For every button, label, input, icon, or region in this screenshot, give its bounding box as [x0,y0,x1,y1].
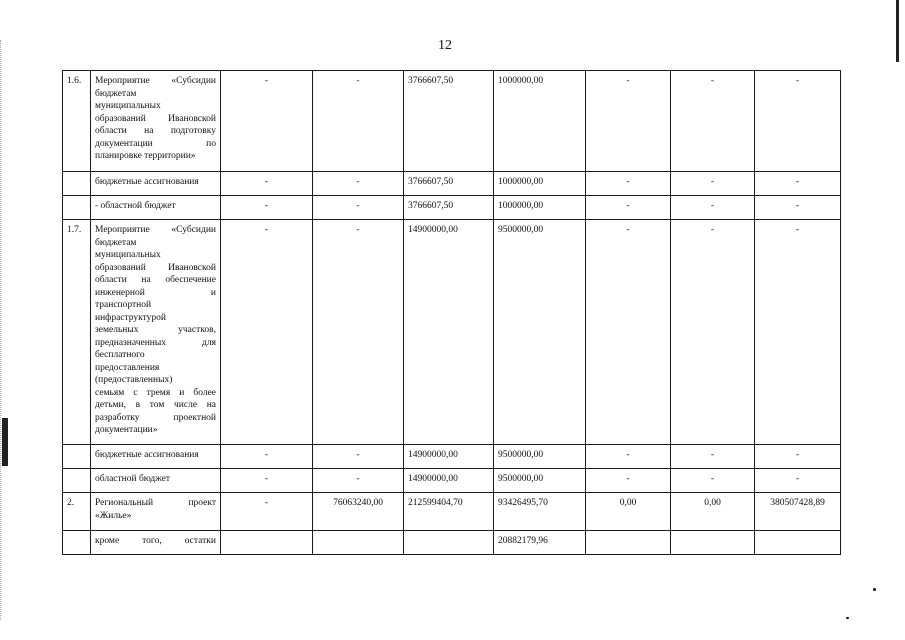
row-description: бюджетные ассигнования [91,445,221,469]
cell-value: - [221,445,313,469]
row-description: Мероприятие «Субсидии бюджетам муниципальных образований Ивановской области на подготовку документации по планировке территории» [91,71,221,172]
cell-value: - [221,196,313,220]
row-description: кроме того, остатки [91,531,221,555]
cell-value: 212599404,70 [404,493,494,531]
scan-edge-mark [896,0,899,62]
cell-value: 9500000,00 [494,220,586,445]
cell-value: - [313,71,404,172]
cell-value [586,531,671,555]
row-description: бюджетные ассигнования [91,172,221,196]
cell-value: - [221,172,313,196]
cell-value: 0,00 [586,493,671,531]
cell-value: - [221,493,313,531]
cell-value [221,531,313,555]
cell-value: - [221,469,313,493]
table-row [63,71,841,172]
cell-value: 1000000,00 [494,71,586,172]
cell-value: 3766607,50 [404,172,494,196]
cell-value: - [755,220,841,445]
cell-value: 14900000,00 [404,220,494,445]
row-description: Региональный проект «Жилье» [91,493,221,531]
cell-value: 93426495,70 [494,493,586,531]
cell-value: - [755,71,841,172]
row-description: областной бюджет [91,469,221,493]
row-description: Мероприятие «Субсидии бюджетам муниципальных образований Ивановской области на обеспечение инженерной и транспортной инфраструктурой земельных участков, предназначенных для бесплатного предоставления (предоставленных) семьям с тремя и более детьми, в том числе на разработку проектной документации» [91,220,221,445]
cell-value: - [586,196,671,220]
cell-value: - [313,172,404,196]
cell-value [313,531,404,555]
cell-value: 76063240,00 [313,493,404,531]
cell-value: - [755,196,841,220]
cell-value: 9500000,00 [494,445,586,469]
table-row [63,445,841,469]
row-number [63,196,91,220]
row-number: 1.7. [63,220,91,445]
cell-value: - [671,469,755,493]
cell-value: 20882179,96 [494,531,586,555]
cell-value: - [586,172,671,196]
cell-value: - [313,196,404,220]
page-number: 12 [438,38,452,53]
row-number [63,445,91,469]
scan-speck [846,617,849,619]
cell-value: 1000000,00 [494,196,586,220]
budget-table [62,70,841,555]
cell-value: - [313,445,404,469]
row-number: 1.6. [63,71,91,172]
cell-value: - [671,71,755,172]
cell-value: - [313,220,404,445]
scan-left-mark [2,418,8,466]
table-row [63,196,841,220]
scan-left-margin [0,40,9,620]
row-number: 2. [63,493,91,531]
cell-value: - [671,196,755,220]
cell-value: - [586,71,671,172]
table-row [63,469,841,493]
cell-value: - [221,71,313,172]
table-row [63,493,841,531]
cell-value [671,531,755,555]
cell-value: - [221,220,313,445]
table-row [63,220,841,445]
cell-value: - [755,445,841,469]
cell-value: 1000000,00 [494,172,586,196]
cell-value: 3766607,50 [404,71,494,172]
row-number [63,531,91,555]
scan-speck [873,588,876,591]
cell-value: - [755,469,841,493]
cell-value: - [671,220,755,445]
row-number [63,469,91,493]
cell-value: 3766607,50 [404,196,494,220]
cell-value [404,531,494,555]
cell-value: - [586,445,671,469]
table-row [63,172,841,196]
cell-value: - [755,172,841,196]
cell-value: 14900000,00 [404,469,494,493]
cell-value: - [586,469,671,493]
cell-value: 14900000,00 [404,445,494,469]
cell-value: 0,00 [671,493,755,531]
cell-value: 9500000,00 [494,469,586,493]
cell-value: - [586,220,671,445]
cell-value: - [671,172,755,196]
cell-value [755,531,841,555]
cell-value: - [671,445,755,469]
cell-value: - [313,469,404,493]
table-row [63,531,841,555]
row-description: - областной бюджет [91,196,221,220]
cell-value: 380507428,89 [755,493,841,531]
row-number [63,172,91,196]
